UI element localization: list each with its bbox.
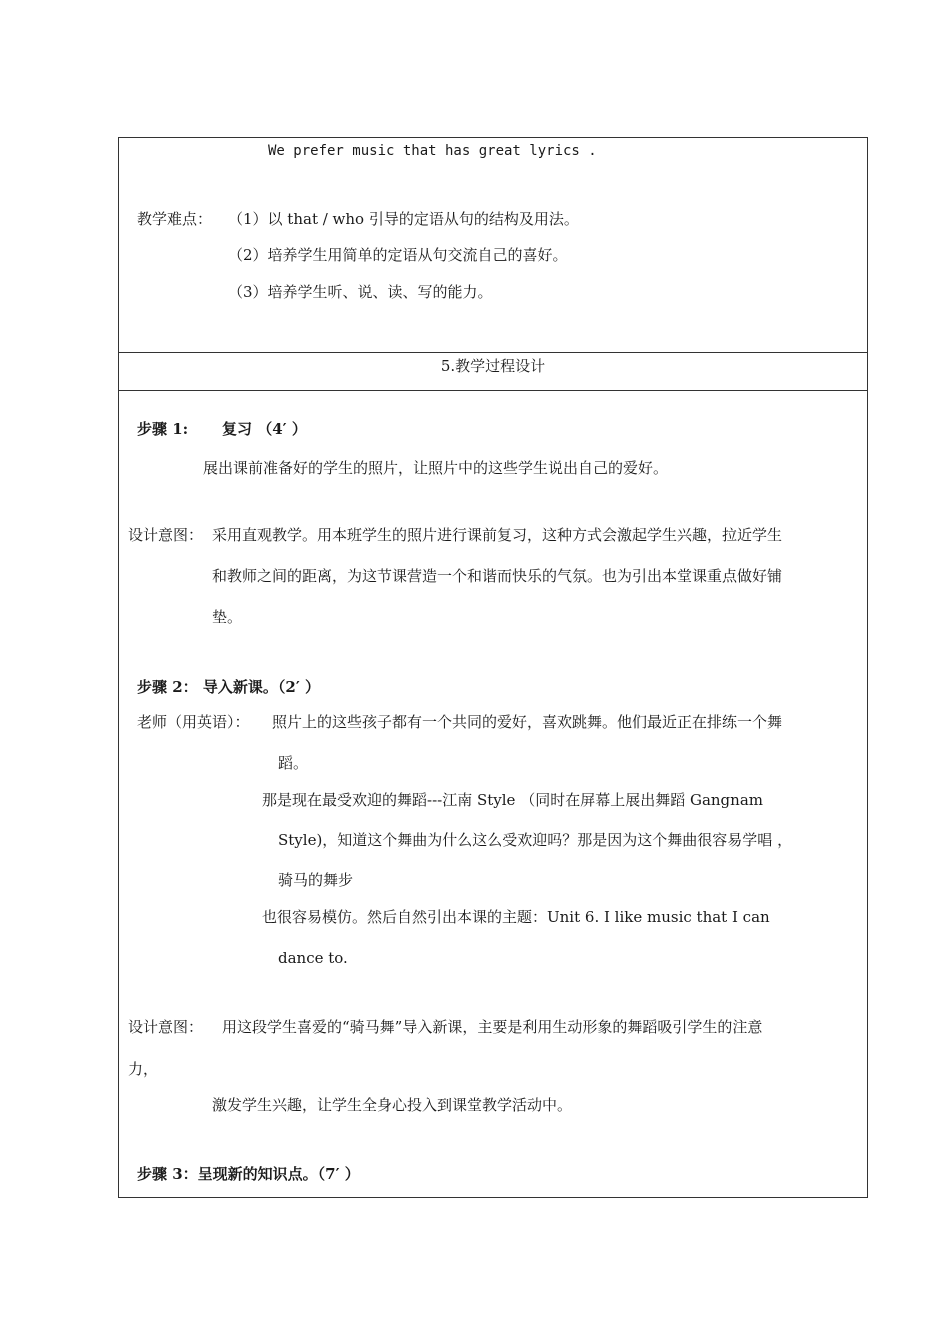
step1-title: 复习 （4′ ） <box>222 420 307 438</box>
intent-text: 激发学生兴趣，让学生全身心投入到课堂教学活动中。 <box>212 1096 573 1114</box>
intent-text: 垫。 <box>212 608 243 626</box>
teacher-text: 蹈。 <box>278 754 309 772</box>
table-divider <box>118 352 868 353</box>
teacher-label: 老师（用英语）： <box>137 713 250 731</box>
difficulty-item: （1）以 that / who 引导的定语从句的结构及用法。 <box>228 210 579 228</box>
difficulty-item: （3）培养学生听、说、读、写的能力。 <box>228 283 493 301</box>
step2-heading: 步骤 2： 导入新课。（2′ ） <box>137 678 320 696</box>
step2-paragraph: dance to. <box>278 949 348 967</box>
step3-heading: 步骤 3：呈现新的知识点。（7′ ） <box>137 1165 360 1183</box>
intent-label: 设计意图： <box>128 1018 204 1036</box>
intent-text: 和教师之间的距离，为这节课营造一个和谐而快乐的气氛。也为引出本堂课重点做好铺 <box>212 567 783 585</box>
step2-paragraph: Style)，知道这个舞曲为什么这么受欢迎吗？那是因为这个舞曲很容易学唱 ， <box>278 831 793 849</box>
difficulty-item: （2）培养学生用简单的定语从句交流自己的喜好。 <box>228 246 568 264</box>
table-divider <box>118 390 868 391</box>
step2-paragraph: 那是现在最受欢迎的舞蹈---江南 Style （同时在屏幕上展出舞蹈 Gangnam <box>262 791 763 809</box>
step2-paragraph: 骑马的舞步 <box>278 871 354 889</box>
intent-text: 力， <box>128 1060 159 1078</box>
difficulty-label: 教学难点： <box>137 210 213 228</box>
step1-content: 展出课前准备好的学生的照片，让照片中的这些学生说出自己的爱好。 <box>203 459 669 477</box>
step1-heading: 步骤 1: <box>137 420 189 438</box>
intent-text: 采用直观教学。用本班学生的照片进行课前复习，这种方式会激起学生兴趣，拉近学生 <box>212 526 783 544</box>
step2-paragraph: 也很容易模仿。然后自然引出本课的主题：Unit 6. I like music that I can <box>262 908 770 926</box>
section-title: 5.教学过程设计 <box>440 357 546 375</box>
example-sentence: We prefer music that has great lyrics . <box>268 143 597 159</box>
intent-text: 用这段学生喜爱的“骑马舞”导入新课，主要是利用生动形象的舞蹈吸引学生的注意 <box>222 1018 763 1036</box>
intent-label: 设计意图： <box>128 526 204 544</box>
teacher-text: 照片上的这些孩子都有一个共同的爱好，喜欢跳舞。他们最近正在排练一个舞 <box>272 713 783 731</box>
